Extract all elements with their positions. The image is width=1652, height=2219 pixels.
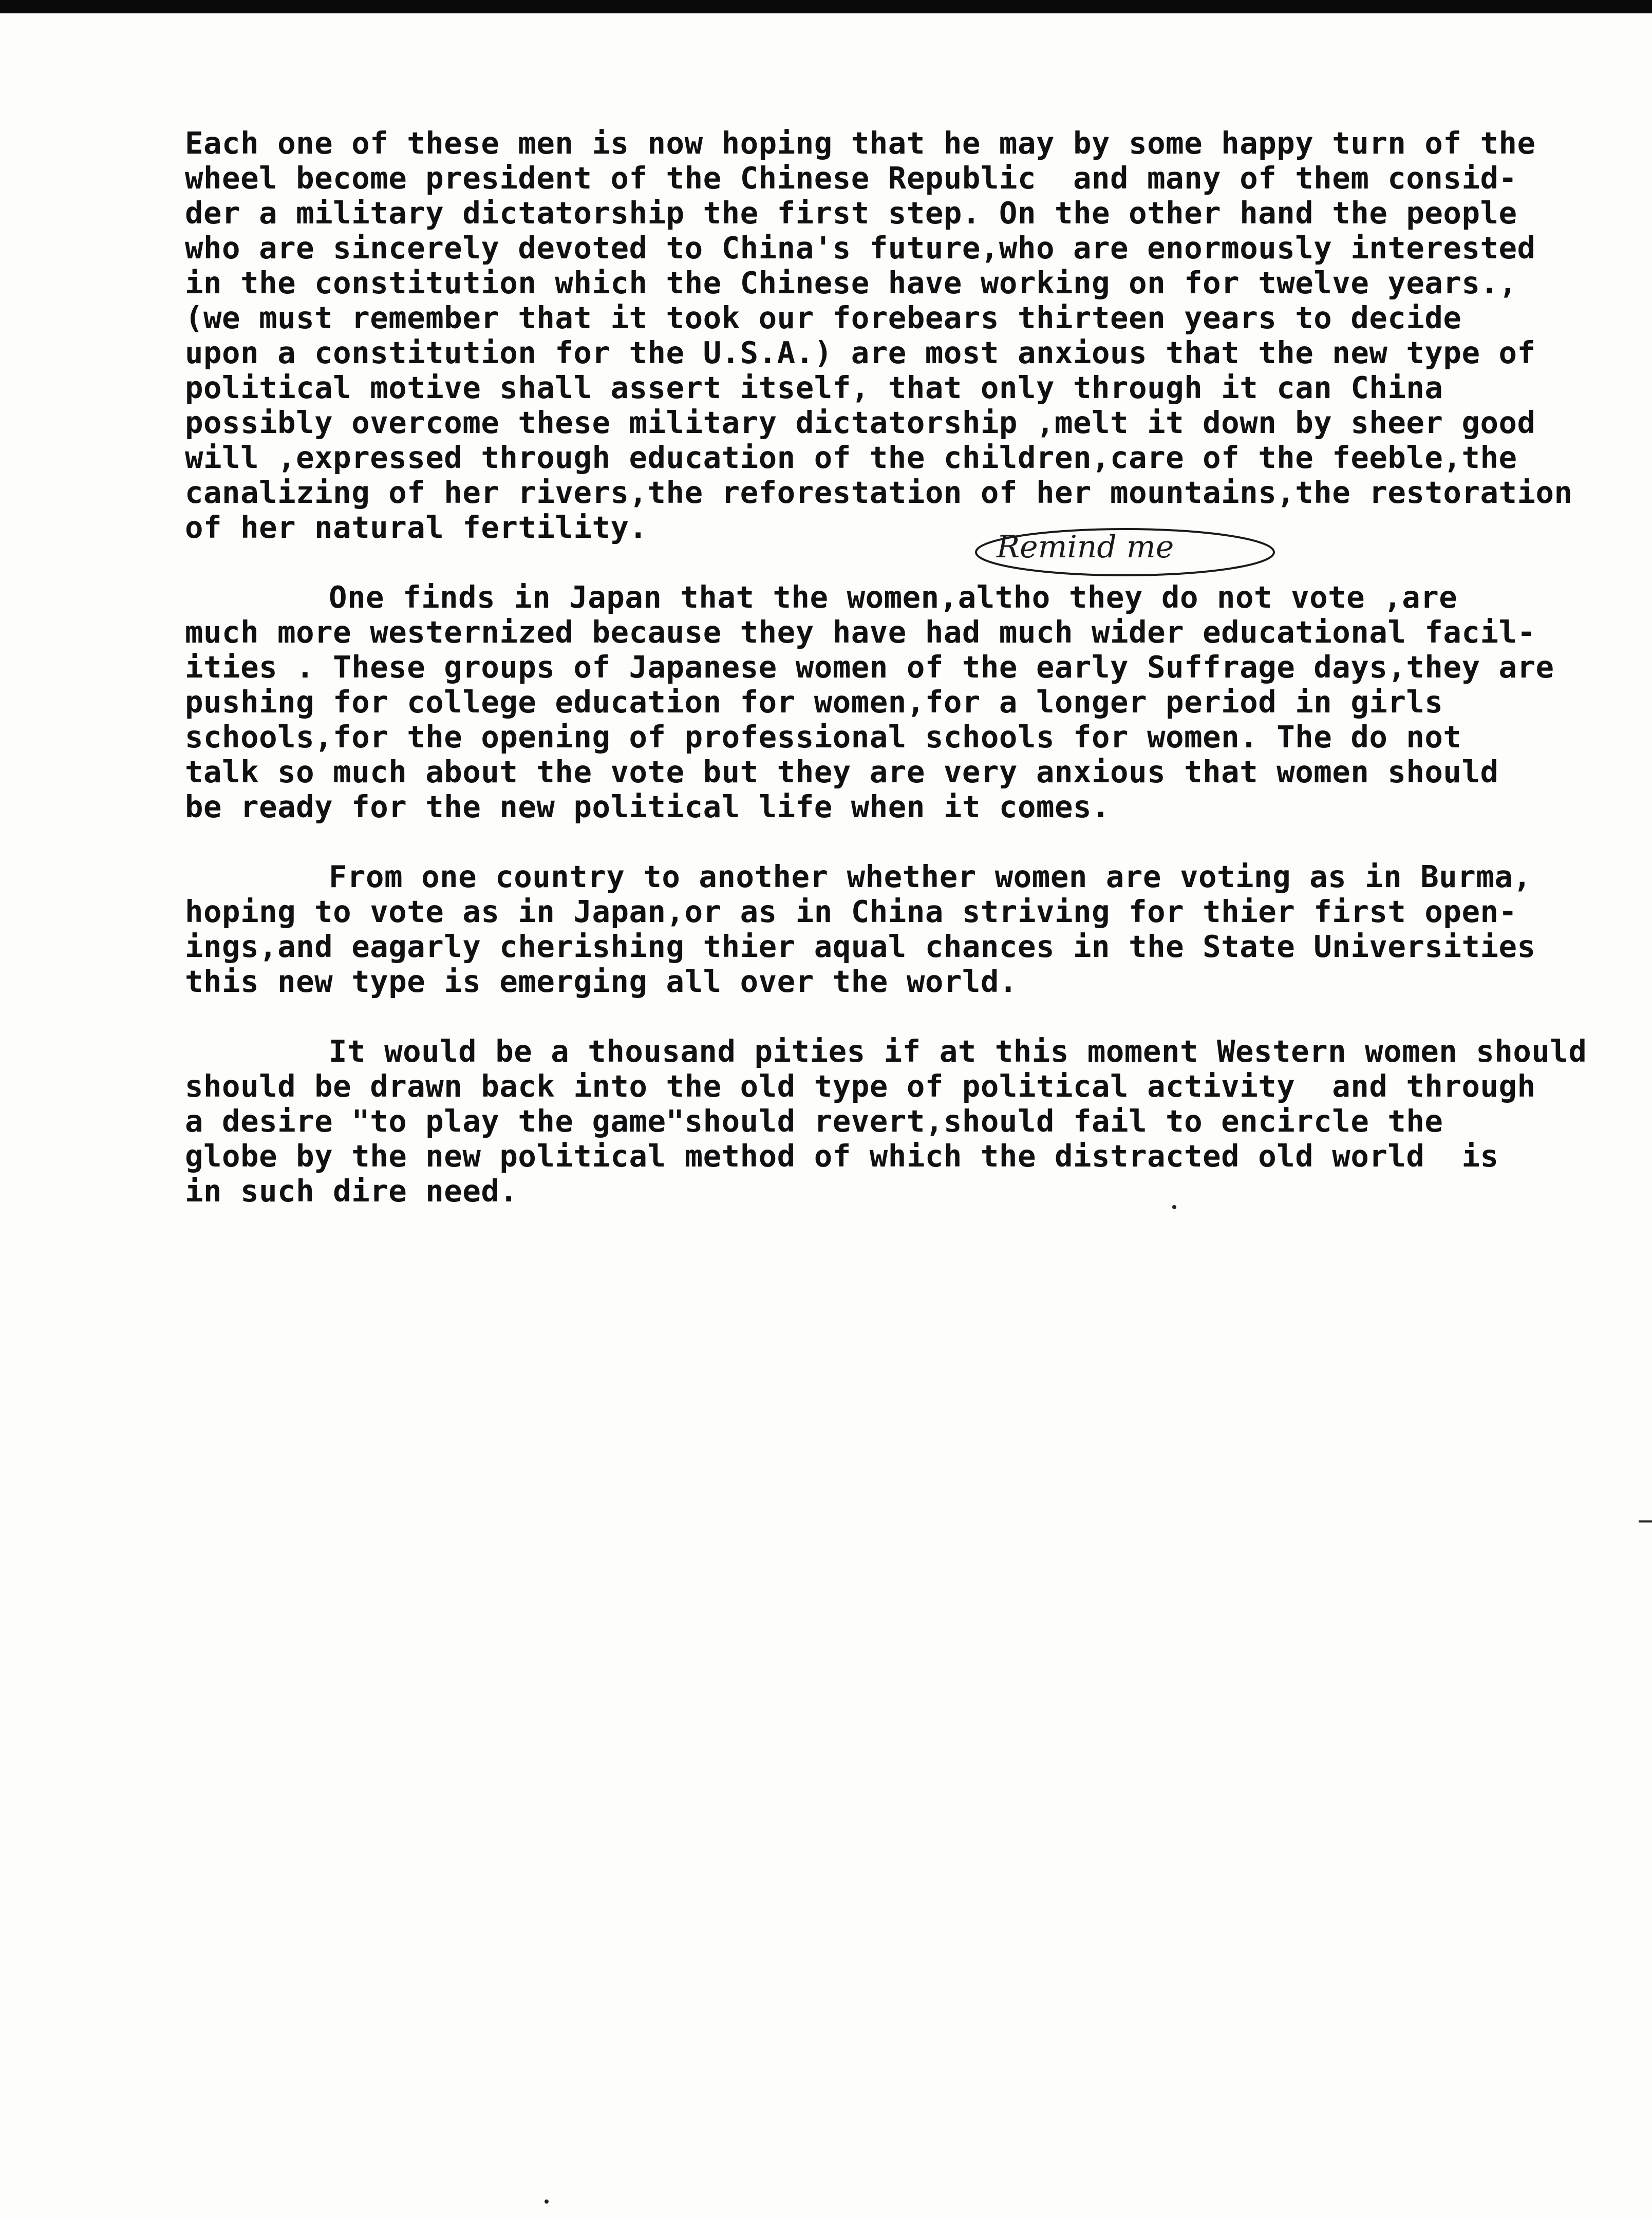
scan-top-border bbox=[0, 0, 1652, 13]
paragraph-1 bbox=[185, 126, 1613, 545]
text-line: From one country to another whether women are voting as in Burma, bbox=[329, 859, 1532, 894]
text-line: upon a constitution for the U.S.A.) are most anxious that the new type of bbox=[185, 335, 1536, 370]
text-line: talk so much about the vote but they are very anxious that women should bbox=[185, 754, 1499, 789]
text-line: in the constitution which the Chinese have working on for twelve years., bbox=[185, 265, 1517, 300]
text-line: who are sincerely devoted to China's future,who are enormously interested bbox=[185, 230, 1536, 266]
annotation-circle-icon bbox=[971, 524, 1279, 580]
scan-speck bbox=[545, 2199, 549, 2204]
text-line: It would be a thousand pities if at this moment Western women should bbox=[329, 1033, 1587, 1069]
paragraph-2 bbox=[185, 580, 1613, 824]
text-line: possibly overcome these military dictatorship ,melt it down by sheer good bbox=[185, 405, 1536, 440]
paragraph-3 bbox=[185, 859, 1613, 999]
scan-speck bbox=[1172, 1205, 1176, 1209]
text-line: in such dire need. bbox=[185, 1173, 518, 1209]
text-line: political motive shall assert itself, that only through it can China bbox=[185, 370, 1443, 405]
text-line: der a military dictatorship the first step. On the other hand the people bbox=[185, 195, 1517, 231]
text-line: One finds in Japan that the women,altho they do not vote ,are bbox=[329, 579, 1458, 615]
handwritten-annotation: Remind me bbox=[997, 529, 1174, 565]
text-line: schools,for the opening of professional schools for women. The do not bbox=[185, 719, 1462, 755]
text-line: pushing for college education for women,for a longer period in girls bbox=[185, 684, 1443, 720]
text-line: will ,expressed through education of the children,care of the feeble,the bbox=[185, 440, 1517, 475]
paragraph-4 bbox=[185, 1034, 1613, 1209]
text-line: ities . These groups of Japanese women of the early Suffrage days,they are bbox=[185, 649, 1554, 685]
text-line: a desire "to play the game"should revert,should fail to encircle the bbox=[185, 1103, 1443, 1139]
text-line: this new type is emerging all over the world. bbox=[185, 964, 1018, 999]
text-line: much more westernized because they have had much wider educational facil- bbox=[185, 614, 1536, 650]
text-line: wheel become president of the Chinese Republic and many of them consid- bbox=[185, 160, 1517, 196]
scan-edge-mark bbox=[1639, 1520, 1652, 1522]
text-line: canalizing of her rivers,the reforestation of her mountains,the restoration bbox=[185, 475, 1573, 510]
typed-text-body bbox=[185, 126, 1613, 1244]
text-line: hoping to vote as in Japan,or as in China striving for thier first open- bbox=[185, 894, 1517, 929]
text-line: Each one of these men is now hoping that he may by some happy turn of the bbox=[185, 125, 1536, 161]
text-line: should be drawn back into the old type of political activity and through bbox=[185, 1068, 1536, 1104]
text-line: be ready for the new political life when it comes. bbox=[185, 789, 1111, 824]
text-line: ings,and eagarly cherishing thier aqual chances in the State Universities bbox=[185, 929, 1536, 964]
text-line: globe by the new political method of which the distracted old world is bbox=[185, 1138, 1499, 1174]
text-line: (we must remember that it took our forebears thirteen years to decide bbox=[185, 300, 1462, 335]
text-line: of her natural fertility. bbox=[185, 510, 648, 545]
